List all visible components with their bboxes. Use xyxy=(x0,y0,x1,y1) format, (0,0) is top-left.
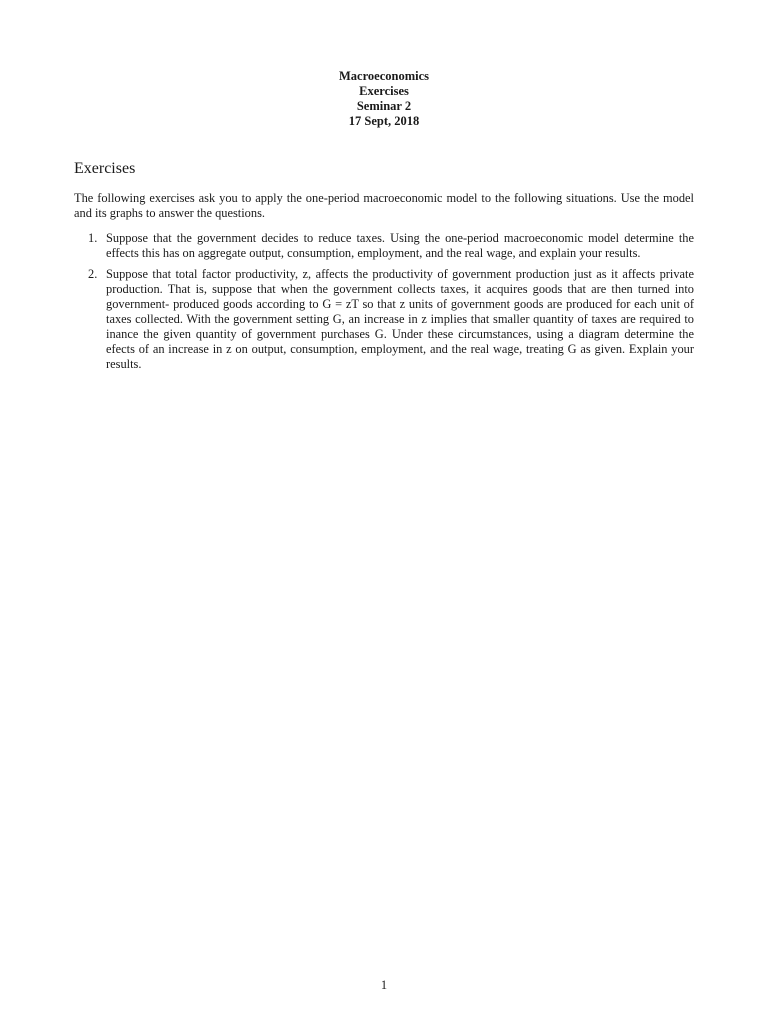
exercise-list xyxy=(74,231,694,378)
exercise-item xyxy=(74,231,694,261)
document-date: 17 Sept, 2018 xyxy=(348,114,420,128)
section-intro: The following exercises ask you to apply the one-period macroeconomic model to the following situations. Use the model and its graphs to answer the questions. xyxy=(74,191,694,220)
exercise-text: Suppose that total factor productivity, z, affects the productivity of government production just as it affects private production. That is, suppose that when the government collects taxes, it acquires goods that are then turned into government- produced goods according to G = zT so that z units of government goods are produced for each unit of taxes collected. With the government setting G, an increase in z implies that smaller quantity of taxes are required to inance the given quantity of government purchases G. Under these circumstances, using a diagram determine the efects of an increase in z on output, consumption, employment, and the real wage, treating G as given. Explain your results. xyxy=(106,267,694,371)
exercise-number: 2. xyxy=(88,267,98,281)
exercise-text: Suppose that the government decides to reduce taxes. Using the one-period macroeconomic model determine the effects this has on aggregate output, consumption, employment, and the real wage, and explain your results. xyxy=(106,231,694,260)
seminar-label: Seminar 2 xyxy=(356,99,412,113)
document-subtitle: Exercises xyxy=(359,84,409,98)
course-title: Macroeconomics xyxy=(338,69,429,83)
exercise-item xyxy=(74,267,694,372)
section-title: Exercises xyxy=(74,160,136,177)
exercise-number: 1. xyxy=(88,231,98,245)
page-number: 1 xyxy=(380,978,388,992)
document-header xyxy=(0,69,768,129)
